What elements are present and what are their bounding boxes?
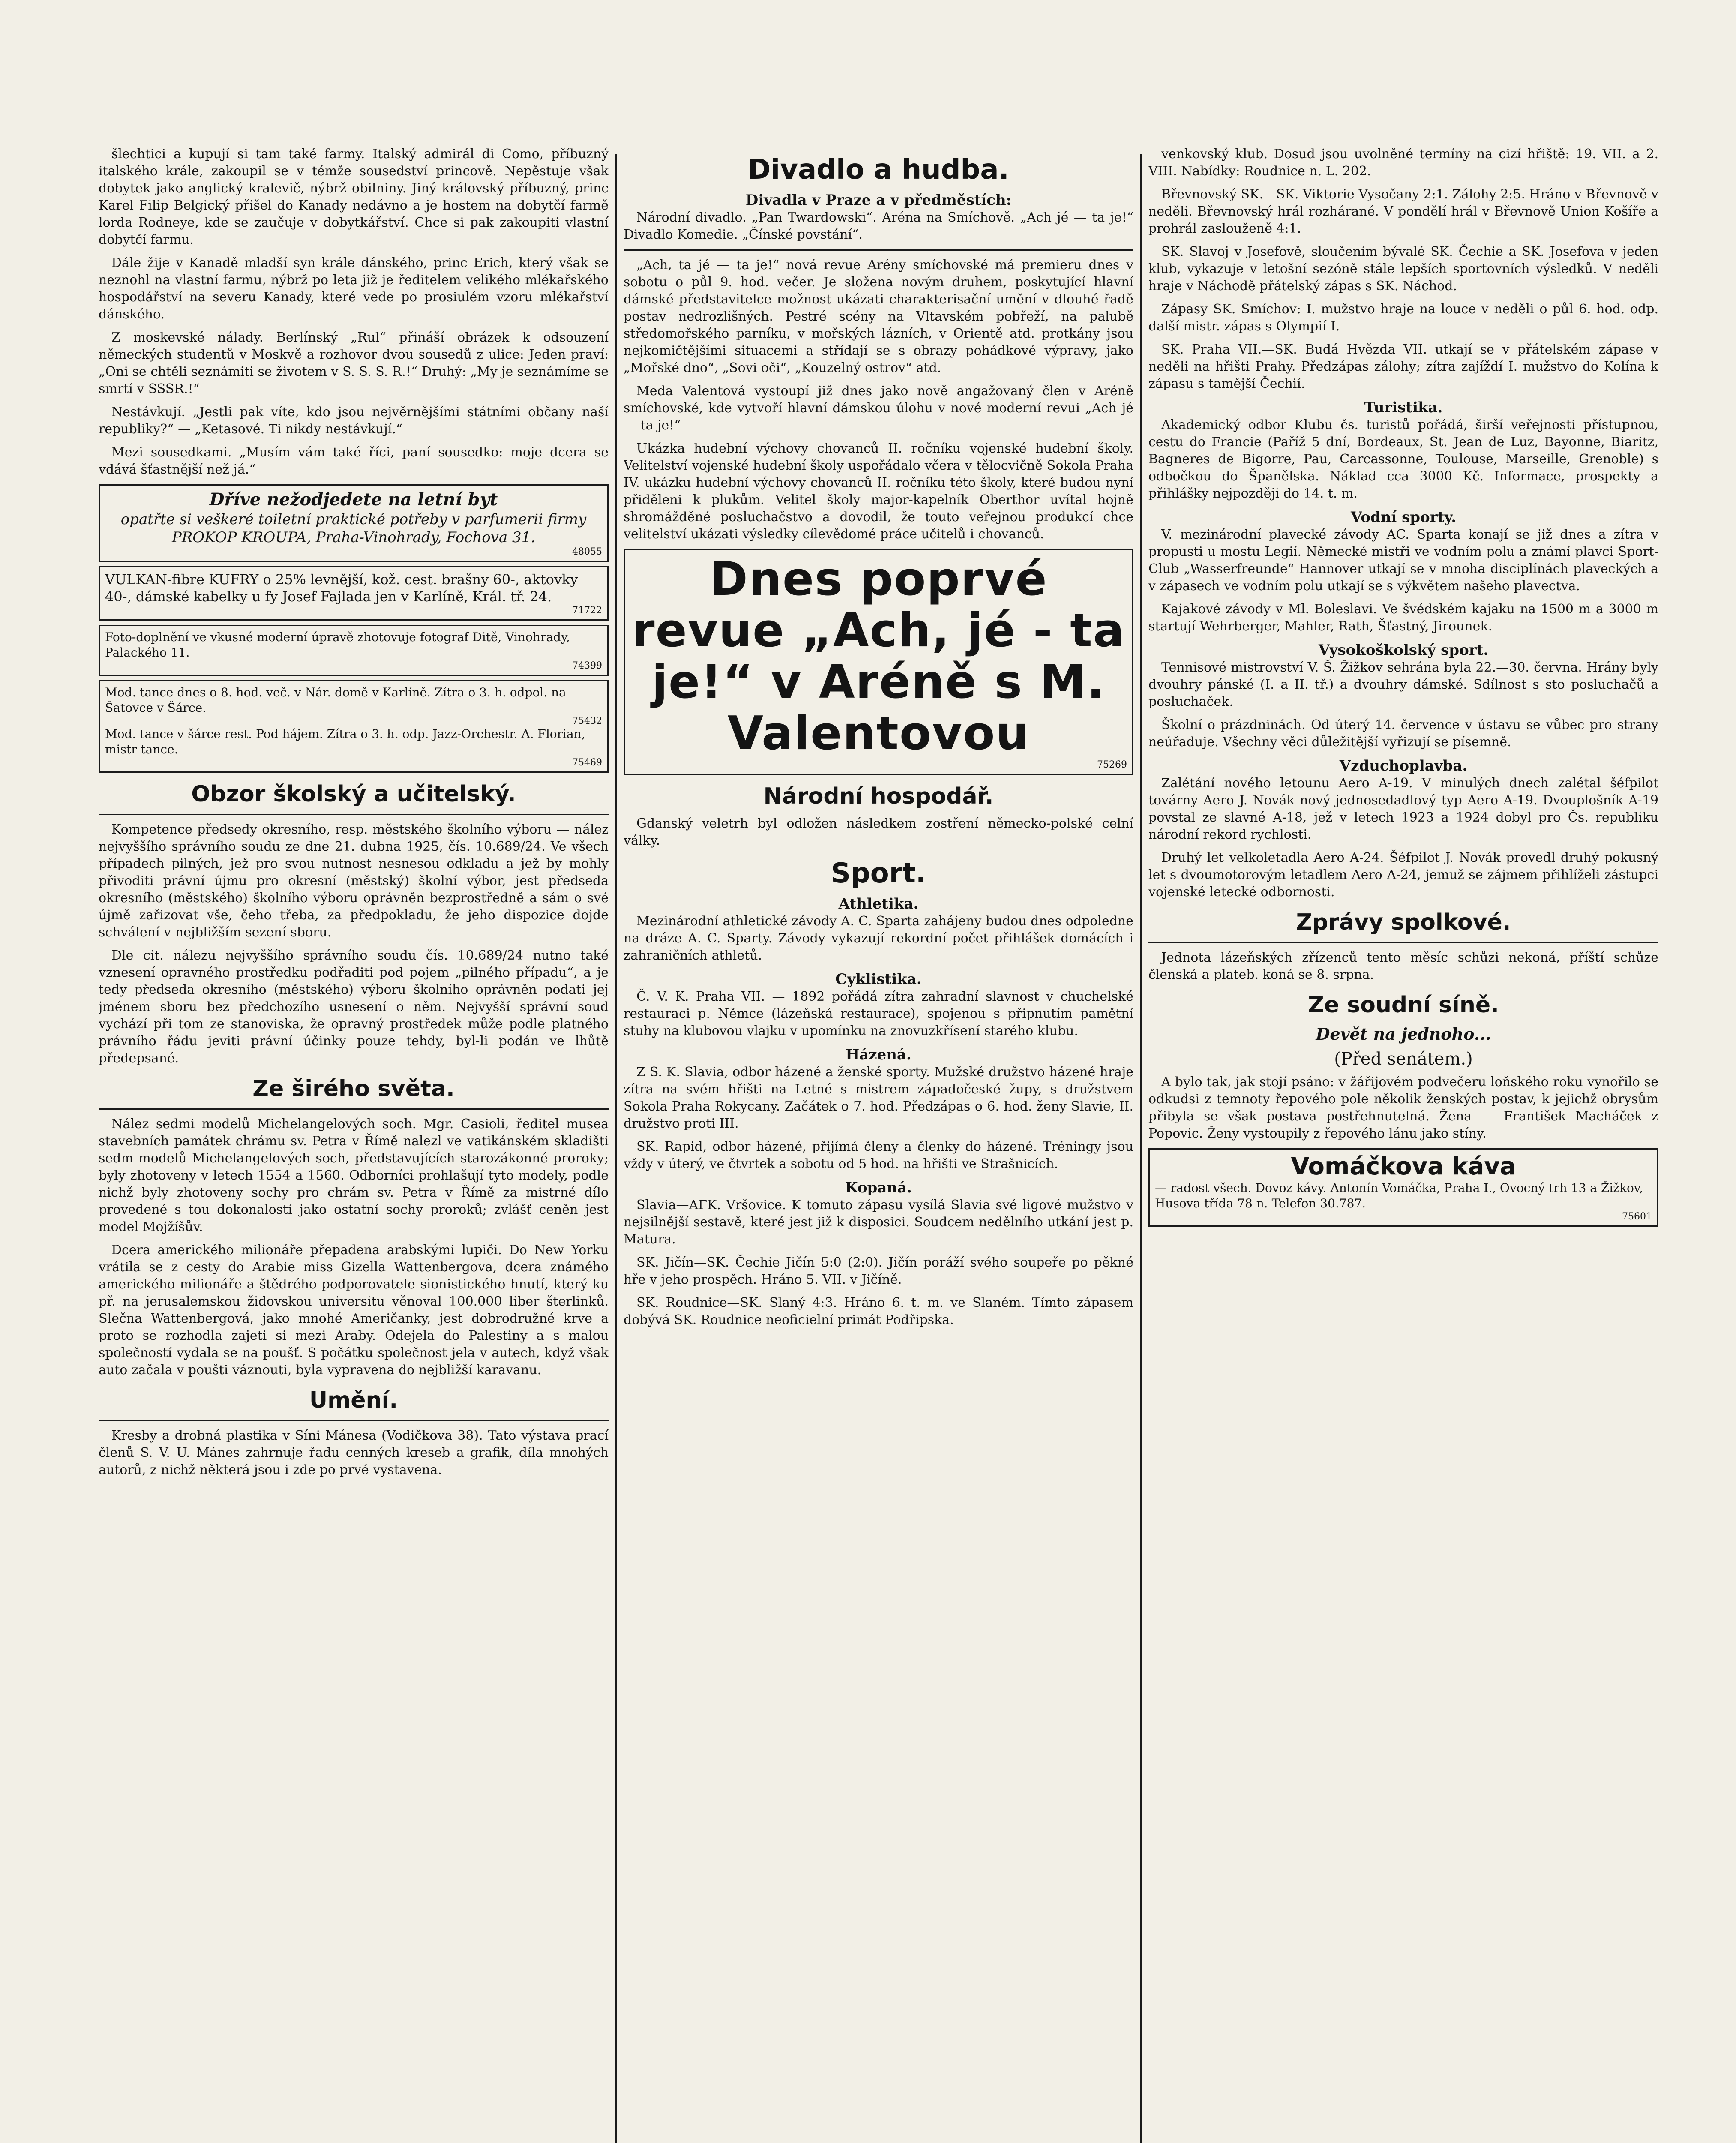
article-text: Mezinárodní athletické závody A. C. Sparta zahájeny budou dnes odpoledne na dráze A. C. Sparty. Závody vykazují rekordní počet přihlášek domácích i zahraničních athletů. <box>624 914 1133 963</box>
article-text: Školní o prázdninách. Od úterý 14. července v ústavu se vůbec pro strany neúřaduje. Všechny věci důležitější vyřizují se písemně. <box>1148 717 1658 750</box>
article-text: Meda Valentová vystoupí již dnes jako nově angažovaný člen v Aréně smíchovské, kde vytvoří hlavní dámskou úlohu v nové moderní revui „Ach jé — ta je!“ <box>624 384 1133 433</box>
article-text: Kompetence předsedy okresního, resp. městského školního výboru — nález nejvyššího správního soudu ze dne 21. dubna 1925, čís. 10.689/24. Ve všech případech pilných, jež pro svou nutnost nesnesou odkladu a jež by mohly přivoditi právní újmu pro okresní (městský) školní výbor, jest předseda okresního (městského) školního výboru oprávněn bezprostředně a sám o své újmě zařizovat vše, čeho třeba, za předpokladu, že jeho dispozice dojde schválení v nejbližším sezení sboru. <box>99 822 609 940</box>
advertisement-vomacka <box>1148 1148 1658 1227</box>
article-text: Zápasy SK. Smíchov: I. mužstvo hraje na louce v neděli o půl 6. hod. odp. další mistr. zápas s Olympií I. <box>1148 302 1658 334</box>
article-text: „Ach, ta jé — ta je!“ nová revue Arény smíchovské má premieru dnes v sobotu o půl 9. hod. večer. Je složena novým druhem, poskytující hlavní dámské představitelce možnost ukázati charakterisační umění v dlouhé řadě postav nedrozlišných. Pestré scény na Vltavském pobřeží, na palubě středomořského parníku, v mořských lázních, v Orientě atd. protkány jsou nejkomičtějšími situacemi a střídají se s obrazy pohádkové výpravy, jako „Mořské dno“, „Sovi oči“, „Kouzelný ostrov“ atd. <box>624 258 1133 375</box>
article-text: Slavia—AFK. Vršovice. K tomuto zápasu vysílá Slavia své ligové mužstvo v nejsilnější sestavě, které jest již k disposici. Soudcem nedělního utkání jest p. Matura. <box>624 1198 1133 1247</box>
section-heading: Obzor školský a učitelský. <box>191 781 516 807</box>
section-subheading: Vzduchoplavba. <box>1339 757 1468 774</box>
article-text: A bylo tak, jak stojí psáno: v žářijovém podvečeru loňského roku vynořilo se odkudsi z temnoty řepového pole několik ženských postav, k jejichž obrysům přibyla se však postava postřehnutelná. Žena — František Macháček z Popovic. Ženy vystoupily z řepového lánu jako stíny. <box>1148 1075 1658 1141</box>
ad-text: — radost všech. Dovoz kávy. Antonín Vomáčka, Praha I., Ovocný trh 13 a Žižkov, Husova třída 78 n. Telefon 30.787. <box>1155 1181 1643 1210</box>
ad-number: 74399 <box>572 660 602 671</box>
section-heading: Sport. <box>831 858 926 889</box>
article-text: Gdanský veletrh byl odložen následkem zostření německo-polské celní války. <box>624 816 1133 848</box>
column-right <box>1148 146 1658 2143</box>
article-text: Ukázka hudební výchovy chovanců II. ročníku vojenské hudební školy. Velitelství vojenské hudební školy uspořádalo včera v tělocvičně Sokola Praha IV. ukázku hudební výchovy chovanců II. ročníku této školy, které budou nyní přiděleni k plukům. Velitel školy major-kapelník Oberthor uvítal hojně shromážděné posluchačstvo a dovodil, že touto veřejnou produkcí chce velitelství ukázati výsledky cílevědomé práce učitelů i chovanců. <box>624 441 1133 542</box>
article-text: Z S. K. Slavia, odbor házené a ženské sporty. Mužské družstvo házené hraje zítra na svém hřišti na Letné s mistrem západočeské župy, s družstvem Sokola Praha Rokycany. Začátek o 7. hod. Předzápas o 6. hod. ženy Slavie, II. družstvo proti III. <box>624 1065 1133 1131</box>
section-subheading: Vysokoškolský sport. <box>1318 642 1489 659</box>
ad-text: VULKAN-fibre KUFRY o 25% levnější, kož. cest. brašny 60-, aktovky 40-, dámské kabelky u fy Josef Fajlada jen v Karlíně, Král. tř. 24. <box>105 571 578 605</box>
article-text: Akademický odbor Klubu čs. turistů pořádá, širší veřejnosti přístupnou, cestu do Francie (Paříž 5 dní, Bordeaux, St. Jean de Luz, Bayonne, Biaritz, Bagneres de Bigorre, Pau, Carcassonne, Toulouse, Marseille, Grenoble) s odbočkou do Španělska. Náklad cca 3000 Kč. Informace, prospekty a přihlášky nejpozději do 14. t. m. <box>1148 417 1658 501</box>
article-text: Jednota lázeňských zřízenců tento měsíc schůzi nekoná, příští schůze členská a plateb. koná se 8. srpna. <box>1148 950 1658 982</box>
section-heading: Divadlo a hudba. <box>748 154 1009 186</box>
ad-headline: Dříve nežodjedete na letní byt <box>209 489 498 510</box>
advertisement-foto <box>99 625 609 676</box>
article-text: Č. V. K. Praha VII. — 1892 pořádá zítra zahradní slavnost v chuchelské restauraci p. Němce (lázeňská restaurace), spojenou s připnutím pamětní stuhy na klubovou vlajku v upomínku na znovuzkřísení starého klubu. <box>624 989 1133 1038</box>
article-text: Zalétání nového letounu Aero A-19. V minulých dnech zalétal šéfpilot továrny Aero J. Novák nový jednosedadlový typ Aero A-19. Dvouplošník A-19 povstal ze slavné A-18, jež v letech 1923 a 1924 dobyl pro Čs. republiku národní rekord rychlosti. <box>1148 776 1658 842</box>
section-heading: Ze soudní síně. <box>1308 992 1499 1018</box>
article-text: venkovský klub. Dosud jsou uvolněné termíny na cizí hřiště: 19. VII. a 2. VIII. Nabídky: Roudnice n. L. 202. <box>1148 147 1658 179</box>
article-text: Kajakové závody v Ml. Boleslavi. Ve švédském kajaku na 1500 m a 3000 m startují Wehrberger, Mahler, Rath, Šťastný, Jirounek. <box>1148 602 1658 634</box>
ad-number: 75469 <box>572 757 602 768</box>
ad-text: opatřte si veškeré toiletní praktické potřeby v parfumerii firmy PROKOP KROUPA, Praha-Vinohrady, Fochova 31. <box>120 511 587 546</box>
divider <box>99 814 609 815</box>
section-subheading: Cyklistika. <box>835 971 922 988</box>
column-rule <box>615 154 617 2143</box>
article-text: Dále žije v Kanadě mladší syn krále dánského, princ Erich, který však se neznohl na vlastní farmu, nýbrž po leta již je ředitelem velikého mlékařského hospodářství na severu Kanady, které vede po prosiulém vzoru mlékařství dánského. <box>99 255 609 322</box>
advertisement-tance <box>99 680 609 773</box>
section-subheading: Kopaná. <box>845 1179 912 1196</box>
ad-number: 71722 <box>572 605 602 616</box>
article-text: Tennisové mistrovství V. Š. Žižkov sehrána byla 22.—30. června. Hrány byly dvouhry pánské (I. a II. tř.) a dvouhry dámské. Sdílnost s sto posluchačů a posluchaček. <box>1148 660 1658 709</box>
divider <box>1148 942 1658 943</box>
article-text: Nález sedmi modelů Michelangelových soch. Mgr. Casioli, ředitel musea stavebních památek chrámu sv. Petra v Římě nalezl ve vatikánském skladišti sedm modelů Michelangelových soch, představujících starozákonné proroky; byly zhotoveny v letech 1554 a 1560. Odborníci prohlašují tyto modely, podle nichž byly zhotoveny sochy pro chrám sv. Petra v Římě za mistrné dílo provedené s tou dokonalostí jako ostatní sochy proroků; zvlášť ceněn jest model Mojžíšův. <box>99 1117 609 1234</box>
article-subheadline: (Před senátem.) <box>1334 1049 1473 1069</box>
article-text: V. mezinárodní plavecké závody AC. Sparta konají se již dnes a zítra v propusti u mostu Legií. Německé mistři ve vodním polu a známí plavci Sport-Club „Wasserfreunde“ Hannover utkají se v mnoha disciplínách plaveckých a v zápasech ve vodním polu utkají se s výkvětem našeho plavectva. <box>1148 527 1658 594</box>
ad-number: 48055 <box>572 546 602 557</box>
article-headline: Devět na jednoho... <box>1316 1024 1491 1044</box>
newspaper-page <box>99 146 1658 2143</box>
article-text: SK. Jičín—SK. Čechie Jičín 5:0 (2:0). Jičín poráží svého soupeře po pěkné hře v jeho prospěch. Hráno 5. VII. v Jičíně. <box>624 1255 1133 1287</box>
article-text: Dle cit. nálezu nejvyššího správního soudu čís. 10.689/24 nutno také vznesení opravného prostředku podřaditi pod pojem „pilného případu“, a je tedy předseda okresního (městského) výboru školního oprávněn podati jej jménem sboru bez předchozího usnesení o něm. Nejvyšší správní soud vychází při tom ze stanoviska, že opravný prostředek může podle platného právního řádu jeviti právní účinky pouze tehdy, byl-li podán ve lhůtě předepsané. <box>99 948 609 1066</box>
section-subheading: Vodní sporty. <box>1350 509 1457 526</box>
article-text: Břevnovský SK.—SK. Viktorie Vysočany 2:1. Zálohy 2:5. Hráno v Břevnově v neděli. Břevnovský hrál rozhárané. V pondělí hrál v Břevnově Union Košíře a prohrál zaslouženě 4:1. <box>1148 187 1658 236</box>
section-heading: Zprávy spolkové. <box>1296 909 1511 935</box>
section-subheading: Házená. <box>846 1046 911 1063</box>
divider <box>99 1420 609 1421</box>
article-text: šlechtici a kupují si tam také farmy. Italský admirál di Como, příbuzný italského krále, zakoupil se v témže sousedství princově. Nepěstuje však dobytek jako anglický kralevič, nýbrž obilniny. Jiný královský příbuzný, princ Karel Filip Belgický přišel do Kanady nedávno a je hostem na dobytčí farmě lorda Rodneye, kde se zaučuje v dobytkářství. Chce si pak zakoupiti vlastní dobytčí farmu. <box>99 147 609 247</box>
column-middle <box>624 146 1133 2143</box>
article-text: Národní divadlo. „Pan Twardowski“. Aréna na Smíchově. „Ach jé — ta je!“ Divadlo Komedie. „Čínské povstání“. <box>624 210 1133 242</box>
article-text: SK. Praha VII.—SK. Budá Hvězda VII. utkají se v přátelském zápase v neděli na hřišti Prahy. Předzápas zálohy; zítra zajíždí I. mužstvo do Kolína k zápasu s tamější Čechií. <box>1148 342 1658 391</box>
column-left <box>99 146 609 2143</box>
section-heading: Ze širého světa. <box>252 1076 455 1102</box>
advertisement-kroupa <box>99 484 609 562</box>
article-text: Mezi sousedkami. „Musím vám také říci, paní sousedko: moje dcera se vdává šťastnější než já.“ <box>99 445 609 477</box>
divider <box>99 1108 609 1110</box>
article-text: SK. Rapid, odbor házené, přijímá členy a členky do házené. Tréningy jsou vždy v úterý, ve čtvrtek a sobotu od 5 hod. na hřišti ve Strašnicích. <box>624 1139 1133 1171</box>
section-heading: Národní hospodář. <box>763 783 994 809</box>
column-rule <box>1140 154 1142 2143</box>
article-text: Nestávkují. „Jestli pak víte, kdo jsou nejvěrnějšími státními občany naší republiky?“ — „Ketasové. Ti nikdy nestávkují.“ <box>99 405 609 437</box>
ad-number: 75432 <box>572 716 602 726</box>
section-subheading: Turistika. <box>1364 399 1443 416</box>
article-text: Dcera amerického milionáře přepadena arabskými lupiči. Do New Yorku vrátila se z cesty do Arabie miss Gizella Wattenbergova, dcera známého amerického milionáře a štědrého podporovatele sionistického hnutí, který ku př. na jerusalemskou židovskou universitu věnoval 100.000 liber šterlinků. Slečna Wattenbergová, jako mnohé Američanky, jest dobrodružné krve a proto se rozhodla zajeti si mezi Araby. Odejela do Palestiny a s malou společností vydala se na poušť. S počátku společnost jela v autech, když však auto začala v poušti váznouti, byla vypravena do nejbližší karavanu. <box>99 1243 609 1378</box>
divider <box>624 249 1133 251</box>
article-text: Druhý let velkoletadla Aero A-24. Šéfpilot J. Novák provedl druhý pokusný let s dvoumotorovým letadlem Aero A-24, jemuž se zájmem přihlíželi zástupci vojenské letecké odbornosti. <box>1148 850 1658 900</box>
article-text: SK. Slavoj v Josefově, sloučením bývalé SK. Čechie a SK. Josefova v jeden klub, vykazuje v letošní sezóně stále lepších sportovních výsledků. V neděli hraje v Náchodě přátelský zápas s SK. Náchod. <box>1148 244 1658 294</box>
article-text: Z moskevské nálady. Berlínský „Rul“ přináší obrázek k odsouzení německých studentů v Moskvě a rozhovor dvou sousedů z ulice: Jeden praví: „Oni se chtěli seznámiti se životem v S. S. S. R.!“ Druhý: „My je seznámíme se smrtí v SSSR.!“ <box>99 330 609 396</box>
section-subheading: Athletika. <box>838 895 919 912</box>
ad-text: Foto-doplnění ve vkusné moderní úpravě zhotovuje fotograf Ditě, Vinohrady, Palackého 11. <box>105 630 570 660</box>
ad-headline: Vomáčkova káva <box>1291 1153 1516 1180</box>
ad-text: Mod. tance dnes o 8. hod. več. v Nár. domě v Karlíně. Zítra o 3. h. odpol. na Šatovce v Šárce. <box>105 685 566 715</box>
advertisement-arena <box>624 549 1133 775</box>
article-text: SK. Roudnice—SK. Slaný 4:3. Hráno 6. t. m. ve Slaném. Tímto zápasem dobývá SK. Roudnice neoficielní primát Podřipska. <box>624 1295 1133 1327</box>
ad-number: 75269 <box>1097 759 1127 770</box>
advertisement-vulkan <box>99 566 609 621</box>
ad-headline: Dnes poprvé revue „Ach, jé - ta je!“ v Aréně s M. Valentovou <box>632 552 1125 760</box>
ad-number: 75601 <box>1622 1211 1652 1222</box>
ad-text: Mod. tance v šárce rest. Pod hájem. Zítra o 3. h. odp. Jazz-Orchestr. A. Florian, mistr tance. <box>105 727 585 756</box>
article-text: Kresby a drobná plastika v Síni Mánesa (Vodičkova 38). Tato výstava prací členů S. V. U. Mánes zahrnuje řadu cenných kreseb a grafik, díla mnohých autorů, z nichž některá jsou i zde po prvé vystavena. <box>99 1428 609 1477</box>
section-subheading: Divadla v Praze a v předměstích: <box>745 192 1012 209</box>
section-heading: Umění. <box>309 1387 398 1413</box>
